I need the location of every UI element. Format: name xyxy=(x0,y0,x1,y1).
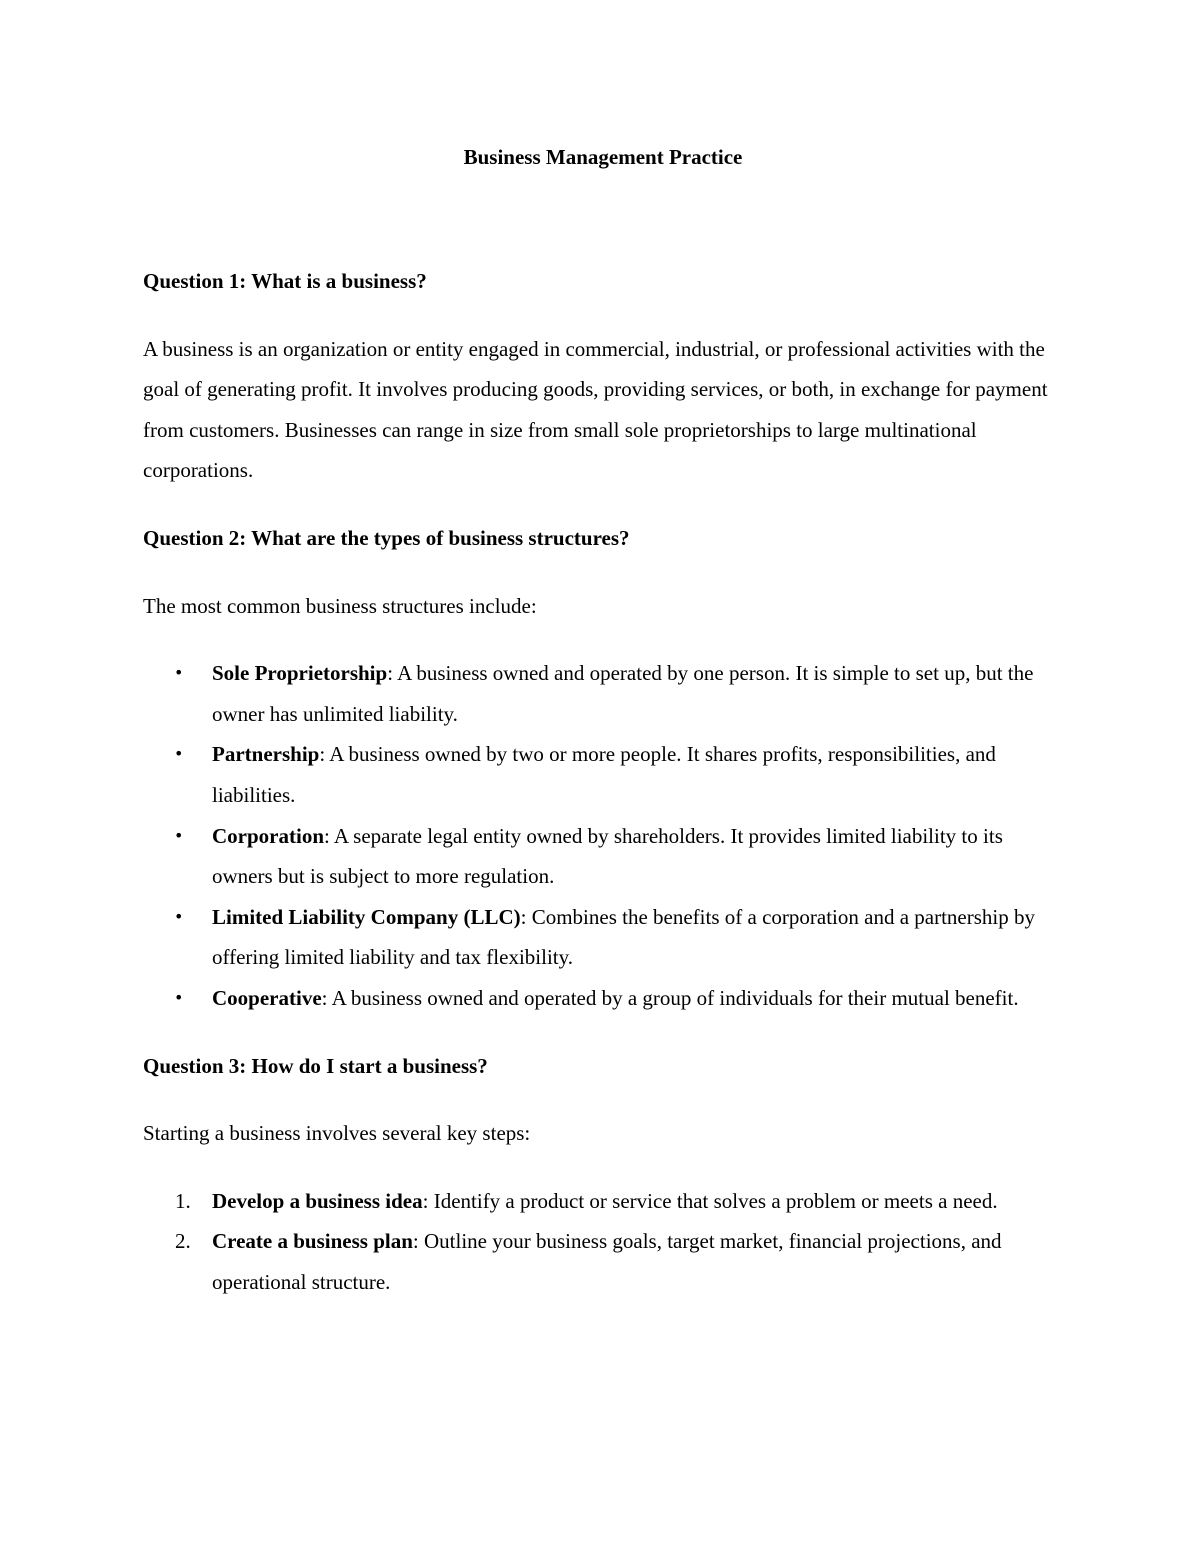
question-2-heading: Question 2: What are the types of business structures? xyxy=(143,525,630,550)
list-item-term: Develop a business idea xyxy=(212,1188,423,1213)
bullet-icon: • xyxy=(174,744,184,764)
list-item-description: : A business owned and operated by one person. It is simple to set up, but the owner has unlimited liability. xyxy=(212,661,1034,726)
list-item-term: Partnership xyxy=(212,742,320,767)
list-item-term: Limited Liability Company (LLC) xyxy=(212,904,521,929)
list-item-description: : A separate legal entity owned by shareholders. It provides limited liability to its owners but is subject to more regulation. xyxy=(212,823,1003,889)
list-item-description: : Identify a product or service that solves a problem or meets a need. xyxy=(422,1188,998,1213)
bullet-icon: • xyxy=(174,663,184,683)
document-title: Business Management Practice xyxy=(463,145,743,169)
list-item-term: Corporation xyxy=(212,823,324,848)
question-3-heading: Question 3: How do I start a business? xyxy=(143,1053,488,1078)
bullet-icon: • xyxy=(174,825,184,845)
list-item xyxy=(143,816,1063,897)
list-item xyxy=(143,1221,1063,1302)
question-3-intro: Starting a business involves several key steps: xyxy=(143,1121,531,1146)
question-1-answer: A business is an organization or entity engaged in commercial, industrial, or professional activities with the goal of generating profit. It involves producing goods, providing services, or both, in exchange for payment from customers. Businesses can range in size from small sole proprietorships to large multinational corporations. xyxy=(143,336,1048,483)
list-item-description: : A business owned by two or more people. It shares profits, responsibilities, and liabilities. xyxy=(212,742,996,807)
list-item-description: : Combines the benefits of a corporation and a partnership by offering limited liability and tax flexibility. xyxy=(212,904,1035,970)
question-1-heading: Question 1: What is a business? xyxy=(143,269,427,293)
list-item xyxy=(143,734,1063,815)
startup-steps-list xyxy=(143,1181,1063,1303)
list-item-description: : A business owned and operated by a group of individuals for their mutual benefit. xyxy=(321,985,1019,1010)
list-item-description: : Outline your business goals, target market, financial projections, and operational structure. xyxy=(212,1229,1002,1294)
bullet-icon: • xyxy=(174,987,184,1007)
question-2-intro: The most common business structures include: xyxy=(143,593,537,618)
list-item xyxy=(143,653,1063,734)
list-item xyxy=(143,978,1063,1019)
step-number: 1. xyxy=(175,1188,191,1213)
list-item-term: Create a business plan xyxy=(212,1229,413,1254)
business-structures-list xyxy=(143,653,1063,1018)
list-item xyxy=(143,1181,1063,1222)
document-content xyxy=(143,137,1063,1302)
list-item-term: Cooperative xyxy=(212,985,322,1010)
list-item xyxy=(143,897,1063,978)
step-number: 2. xyxy=(175,1229,191,1254)
bullet-icon: • xyxy=(174,906,184,926)
list-item-term: Sole Proprietorship xyxy=(212,661,388,686)
